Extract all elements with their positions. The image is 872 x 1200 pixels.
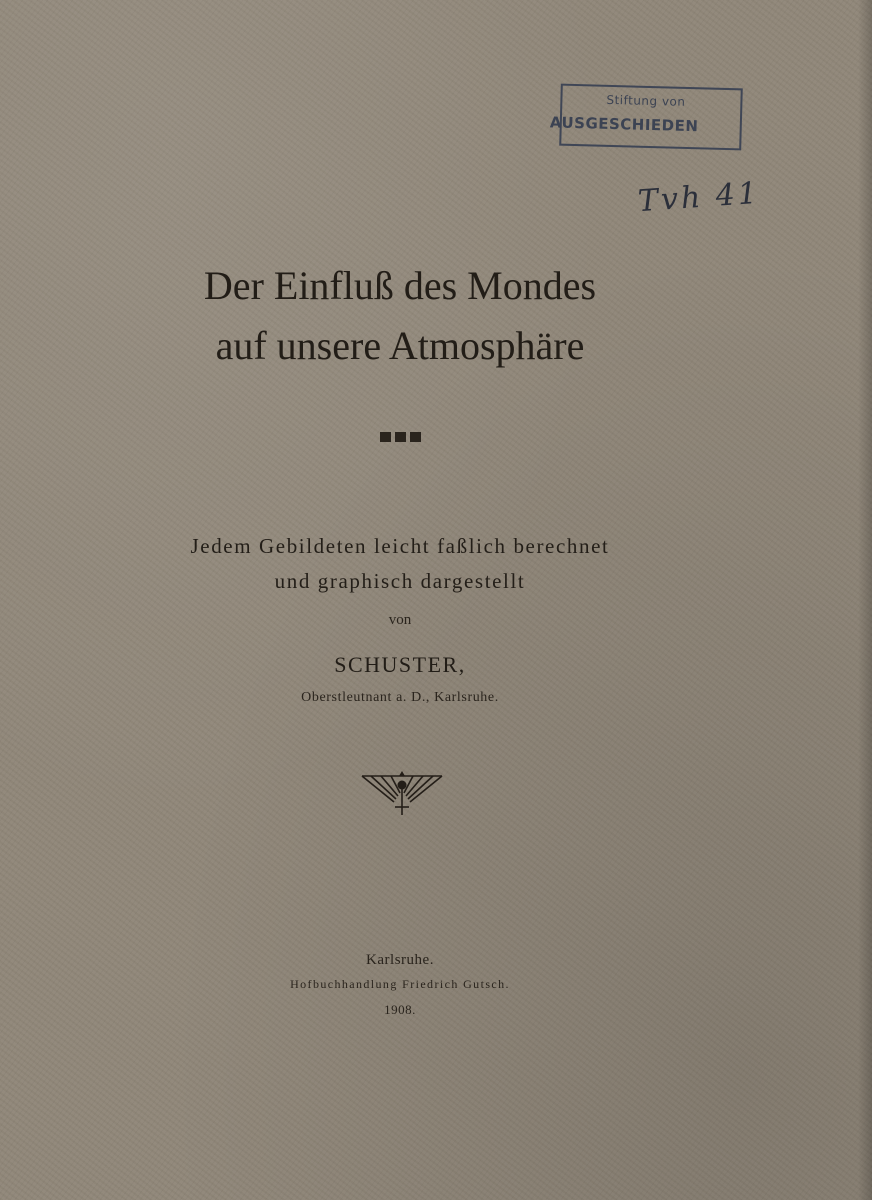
title-line-1: Der Einfluß des Mondes [203,263,597,308]
author-title: Oberstleutnant a. D., Karlsruhe. [301,690,499,705]
handwritten-shelfmark: Tvh 41 [636,175,762,220]
ornament-squares-icon [380,429,425,439]
author-name: SCHUSTER, [334,652,466,677]
ornament-square [410,432,421,442]
book-title [120,256,680,376]
publication-year: 1908. [384,1002,416,1017]
subtitle-line-2: und graphisch dargestellt [274,569,526,593]
page-edge-shadow [858,0,872,1200]
title-line-2: auf unsere Atmosphäre [215,323,585,368]
stamp-top-line: Stiftung von [606,92,686,109]
subtitle-line-1: Jedem Gebildeten leicht faßlich berechnet [190,534,610,558]
by-word: von [388,612,412,628]
book-subtitle [120,529,680,599]
printer-vignette-icon [361,771,443,817]
ornament-square [395,432,406,442]
library-stamp [549,84,743,151]
publication-place: Karlsruhe. [366,952,434,968]
publisher-name: Hofbuchhandlung Friedrich Gutsch. [290,977,510,991]
ornament-square [380,432,391,442]
stamp-main-line: AUSGESCHIEDEN [549,113,699,136]
